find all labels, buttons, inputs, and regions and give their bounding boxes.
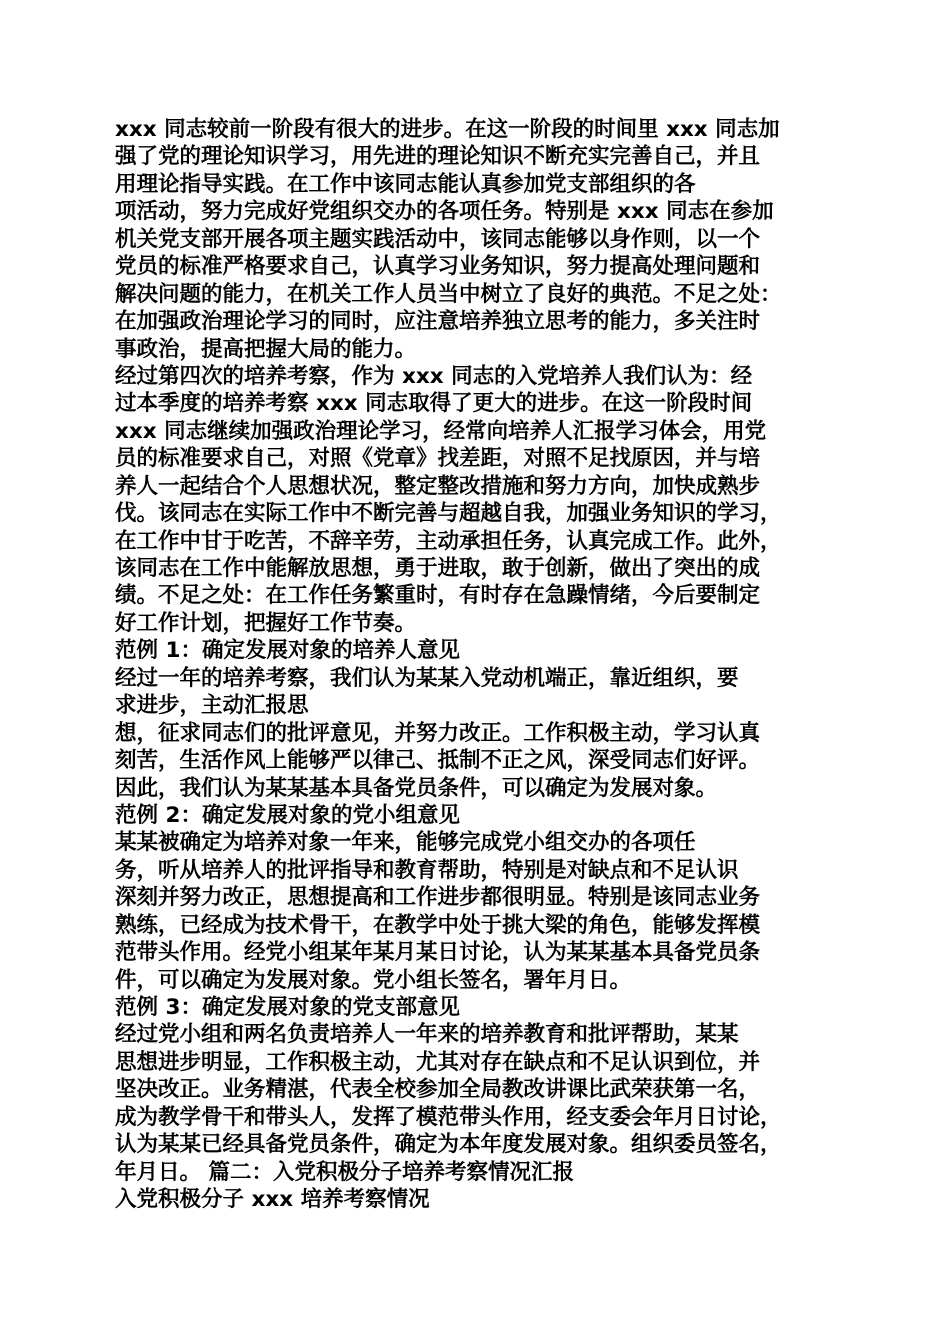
text-line: 解决问题的能力，在机关工作人员当中树立了良好的典范。不足之处： [115, 281, 782, 307]
text-line: 范例 1：确定发展对象的培养人意见 [115, 638, 460, 664]
text-line: 坚决改正。业务精湛，代表全校参加全局教改讲课比武荣获第一名， [115, 1077, 761, 1103]
text-line: 思想进步明显，工作积极主动，尤其对存在缺点和不足认识到位，并 [115, 1049, 761, 1075]
text-line: 认为某某已经具备党员条件，确定为本年度发展对象。组织委员签名， [115, 1132, 782, 1158]
text-line: 在工作中甘于吃苦，不辞辛劳，主动承担任务，认真完成工作。此外， [115, 528, 782, 554]
text-line: 伐。该同志在实际工作中不断完善与超越自我，加强业务知识的学习， [115, 501, 782, 527]
text-line: 经过一年的培养考察，我们认为某某入党动机端正，靠近组织，要 [115, 665, 739, 691]
text-line: 强了党的理论知识学习，用先进的理论知识不断充实完善自己，并且 [115, 144, 761, 170]
text-line: 机关党支部开展各项主题实践活动中，该同志能够以身作则，以一个 [115, 226, 761, 252]
text-line: 好工作计划，把握好工作节奏。 [115, 610, 417, 636]
document-body [115, 116, 850, 1214]
text-line: 项活动，努力完成好党组织交办的各项任务。特别是 xxx 同志在参加 [115, 199, 774, 225]
text-line: 绩。不足之处：在工作任务繁重时，有时存在急躁情绪，今后要制定 [115, 583, 761, 609]
text-line: 深刻并努力改正，思想提高和工作进步都很明显。特别是该同志业务 [115, 885, 761, 911]
text-line: xxx 同志较前一阶段有很大的进步。在这一阶段的时间里 xxx 同志加 [115, 117, 780, 142]
text-line: 范例 2：确定发展对象的党小组意见 [115, 802, 460, 828]
text-line: 因此，我们认为某某基本具备党员条件，可以确定为发展对象。 [115, 775, 718, 801]
text-line: 事政治，提高把握大局的能力。 [115, 336, 417, 362]
text-line: 范例 3：确定发展对象的党支部意见 [115, 995, 460, 1020]
text-line: 熟练，已经成为技术骨干，在教学中处于挑大梁的角色，能够发挥模 [115, 912, 761, 938]
text-line: 求进步，主动汇报思 [115, 693, 309, 719]
text-line: 刻苦，生活作风上能够严以律己、抵制不正之风，深受同志们好评。 [115, 748, 761, 774]
text-line: 该同志在工作中能解放思想，勇于进取，敢于创新，做出了突出的成 [115, 556, 761, 581]
text-line: 务，听从培养人的批评指导和教育帮助，特别是对缺点和不足认识 [115, 857, 739, 883]
text-line: 党员的标准严格要求自己，认真学习业务知识，努力提高处理问题和 [115, 254, 761, 280]
text-line: 年月日。 篇二：入党积极分子培养考察情况汇报 [115, 1159, 574, 1185]
text-line: xxx 同志继续加强政治理论学习，经常向培养人汇报学习体会，用党 [115, 418, 767, 444]
text-line: 在加强政治理论学习的同时，应注意培养独立思考的能力，多关注时 [115, 309, 761, 335]
text-line: 想，征求同志们的批评意见，并努力改正。工作积极主动，学习认真 [115, 720, 761, 746]
text-line: 员的标准要求自己，对照《党章》找差距，对照不足找原因，并与培 [115, 446, 761, 472]
text-line: 用理论指导实践。在工作中该同志能认真参加党支部组织的各 [115, 171, 696, 197]
text-line: 经过第四次的培养考察，作为 xxx 同志的入党培养人我们认为：经 [115, 363, 753, 389]
text-line: 经过党小组和两名负责培养人一年来的培养教育和批评帮助，某某 [115, 1022, 739, 1048]
text-line: 某某被确定为培养对象一年来，能够完成党小组交办的各项任 [115, 830, 696, 856]
text-line: 件，可以确定为发展对象。党小组长签名，署年月日。 [115, 967, 632, 993]
text-line: 范带头作用。经党小组某年某月某日讨论，认为某某基本具备党员条 [115, 940, 761, 966]
text-line: 成为教学骨干和带头人，发挥了模范带头作用，经支委会年月日讨论， [115, 1104, 782, 1130]
text-line: 过本季度的培养考察 xxx 同志取得了更大的进步。在这一阶段时间 [115, 391, 753, 417]
text-line: 入党积极分子 xxx 培养考察情况 [115, 1187, 430, 1213]
text-line: 养人一起结合个人思想状况，整定整改措施和努力方向，加快成熟步 [115, 473, 761, 499]
